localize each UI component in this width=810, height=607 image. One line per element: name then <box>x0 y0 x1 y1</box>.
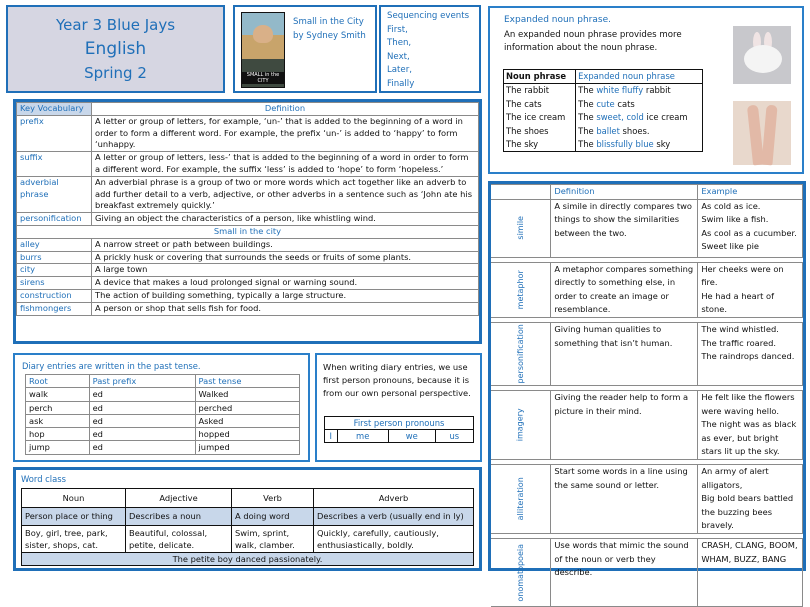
row-label: alliteration <box>515 477 525 521</box>
table-row <box>17 302 479 315</box>
table-row <box>17 152 479 177</box>
onomatopoeia-row: onomatopoeia Use words that mimic the sound of the noun or verb they describe. CRASH, CLANG, BOOM, WHAM, BUZZ, BANG <box>491 538 803 606</box>
sequencing-word: Finally <box>387 78 415 89</box>
col-noun: Noun <box>22 489 126 508</box>
example-line: The night was as black as ever, but bright stars lit up the sky. <box>701 419 797 457</box>
sequencing-panel <box>379 5 481 93</box>
table-row <box>325 430 474 443</box>
table-row <box>504 84 703 98</box>
term: city <box>17 264 92 277</box>
pronoun: me <box>337 430 388 443</box>
noun: The rabbit <box>506 85 550 96</box>
noun: The shoes <box>506 125 549 136</box>
table-row: jump ed jumped <box>26 441 300 454</box>
table-row <box>504 111 703 124</box>
cover-text: SMALL in the CITY <box>242 72 284 84</box>
example-sentence: The petite boy danced passionately. <box>22 553 474 566</box>
expanded: The ballet shoes. <box>576 125 703 138</box>
table-row <box>17 213 479 226</box>
sequencing-heading: Sequencing events <box>387 11 470 21</box>
class-name: Year 3 Blue Jays <box>55 16 176 34</box>
word-class-panel <box>13 467 482 571</box>
col-root: Root <box>26 375 90 388</box>
vocabulary-panel <box>13 99 482 344</box>
definition: A letter or group of letters, less-’ that is added to the beginning of a word in order to form a different word. For example, the suffix ‘less’ is added to ‘hope’ to form ‘hopeless.’ <box>92 152 479 177</box>
personification-row: personification Giving human qualities to something that isn’t human. The wind whistled. The traffic roared. The raindrops danced. <box>491 322 803 385</box>
term: suffix <box>17 152 92 177</box>
expanded: The white fluffy rabbit <box>576 84 703 98</box>
simile-row: simile A simile in directly compares two things to show the similarities between the two. As cold as ice. Swim like a fish. As cool as a cucumber. Sweet like pie <box>491 199 803 257</box>
book-cover-image <box>241 12 285 88</box>
col-noun-phrase: Noun phrase <box>504 70 576 84</box>
row-label: onomatopoeia <box>515 543 525 602</box>
col-verb: Verb <box>232 489 314 508</box>
table-row <box>17 115 479 151</box>
figurative-language-panel <box>488 181 806 602</box>
pronouns-table <box>324 416 474 443</box>
expanded-heading: Expanded noun phrase. <box>504 15 611 25</box>
definition: A prickly husk or covering that surrounds the seeds or fruits of some plants. <box>92 251 479 264</box>
book-title: Small in the City <box>293 17 364 27</box>
table-row <box>17 251 479 264</box>
col-example: Example <box>698 185 803 200</box>
table-row <box>17 238 479 251</box>
row-label: simile <box>515 216 525 240</box>
term-title: Spring 2 <box>84 64 147 82</box>
imagery-row: imagery Giving the reader help to form a picture in their mind. He felt like the flowers were waving hello. The night was as black as ever, but bright stars lit up the sky. <box>491 390 803 459</box>
row-label: imagery <box>515 408 525 442</box>
word-class-heading: Word class <box>21 474 66 484</box>
table-row <box>17 264 479 277</box>
word-class-table <box>21 488 474 566</box>
figurative-table <box>491 184 803 607</box>
sequencing-word: Later, <box>387 65 412 75</box>
definition: A narrow street or path between buildings. <box>92 238 479 251</box>
alliteration-row: alliteration Start some words in a line using the same sound or letter. An army of alert alligators, Big bold bears battled the buzzing bees bravely. <box>491 464 803 533</box>
col-definition: Definition <box>551 185 698 200</box>
table-row <box>17 176 479 212</box>
row-label: metaphor <box>515 270 525 310</box>
term: fishmongers <box>17 302 92 315</box>
col-past-tense: Past tense <box>195 375 300 388</box>
row-label: personification <box>515 324 525 384</box>
term: adverbial phrase <box>17 176 92 212</box>
pronouns-heading: First person pronouns <box>325 417 474 430</box>
pronouns-panel <box>315 353 482 462</box>
table-row: ask ed Asked <box>26 414 300 427</box>
definition: A person or shop that sells fish for food. <box>92 302 479 315</box>
col-key-vocabulary: Key Vocabulary <box>17 103 92 116</box>
pronoun: we <box>388 430 435 443</box>
table-row <box>17 289 479 302</box>
expanded: The cute cats <box>576 98 703 111</box>
term: sirens <box>17 277 92 290</box>
table-row <box>17 277 479 290</box>
term: burrs <box>17 251 92 264</box>
vocabulary-table <box>16 102 479 316</box>
noun: The cats <box>506 98 542 109</box>
example-line: He felt like the flowers were waving hello. <box>701 391 795 416</box>
noun: The sky <box>506 139 539 150</box>
definition: A letter or group of letters, for example, ‘un-’ that is added to the beginning of a word in order to form a different word. For example, the prefix ‘un-’ is added to ‘happy’ to form ‘unhappy. <box>92 115 479 151</box>
metaphor-row: metaphor A metaphor compares something directly to something else, in order to create an image or resemblance. Her cheeks were on fire. He had a heart of stone. <box>491 262 803 317</box>
definition: An adverbial phrase is a group of two or more words which act together like an adverb to add further detail to a verb, adjective, or other adverbs in a sentence such as ‘John ate his breakfast extremely quickly.’ <box>92 176 479 212</box>
expanded-description: An expanded noun phrase provides more information about the noun phrase. <box>504 30 682 53</box>
definition: A large town <box>92 264 479 277</box>
table-row: hop ed hopped <box>26 428 300 441</box>
definition: The action of building something, typically a large structure. <box>92 289 479 302</box>
title-panel <box>6 5 225 93</box>
table-row <box>504 125 703 138</box>
book-author: by Sydney Smith <box>293 31 366 41</box>
subject-title: English <box>84 39 147 59</box>
table-row <box>504 138 703 152</box>
diary-panel <box>13 353 310 462</box>
term: personification <box>17 213 92 226</box>
table-row: Person place or thing Describes a noun A doing word Describes a verb (usually end in ly) <box>22 508 474 525</box>
sequencing-word: Next, <box>387 51 410 62</box>
col-definition: Definition <box>92 103 479 116</box>
term: prefix <box>17 115 92 151</box>
expanded-table <box>503 69 703 152</box>
noun: The ice cream <box>506 112 566 123</box>
table-row: perch ed perched <box>26 401 300 414</box>
definition: A device that makes a loud prolonged signal or warning sound. <box>92 277 479 290</box>
col-adverb: Adverb <box>314 489 474 508</box>
term: alley <box>17 238 92 251</box>
sequencing-word: First, <box>387 24 408 35</box>
col-past-prefix: Past prefix <box>89 375 195 388</box>
section-heading: Small in the city <box>17 225 479 238</box>
table-row <box>504 98 703 111</box>
table-row: walk ed Walked <box>26 388 300 401</box>
col-adjective: Adjective <box>126 489 232 508</box>
col-expanded: Expanded noun phrase <box>576 70 703 84</box>
definition: Giving an object the characteristics of a person, like whistling wind. <box>92 213 479 226</box>
book-info <box>293 15 366 43</box>
sequencing-word: Then, <box>387 38 412 48</box>
rabbit-image <box>733 26 791 84</box>
book-panel <box>233 5 377 93</box>
table-row: Boy, girl, tree, park, sister, shops, cat. Beautiful, colossal, petite, delicate. Swim, sprint, walk, clamber. Quickly, carefully, cautiously, enthusiastically, boldly. <box>22 525 474 553</box>
past-tense-table <box>25 374 300 455</box>
child-figure <box>253 25 273 43</box>
pronoun: us <box>435 430 473 443</box>
diary-heading: Diary entries are written in the past tense. <box>22 361 201 371</box>
ballet-shoes-image <box>733 101 791 165</box>
term: construction <box>17 289 92 302</box>
expanded: The sweet, cold ice cream <box>576 111 703 124</box>
pronoun: I <box>325 430 338 443</box>
pronouns-description: When writing diary entries, we use first person pronouns, because it is from our own personal perspective. <box>323 362 471 398</box>
expanded-noun-panel <box>488 6 804 174</box>
expanded: The blissfully blue sky <box>576 138 703 152</box>
